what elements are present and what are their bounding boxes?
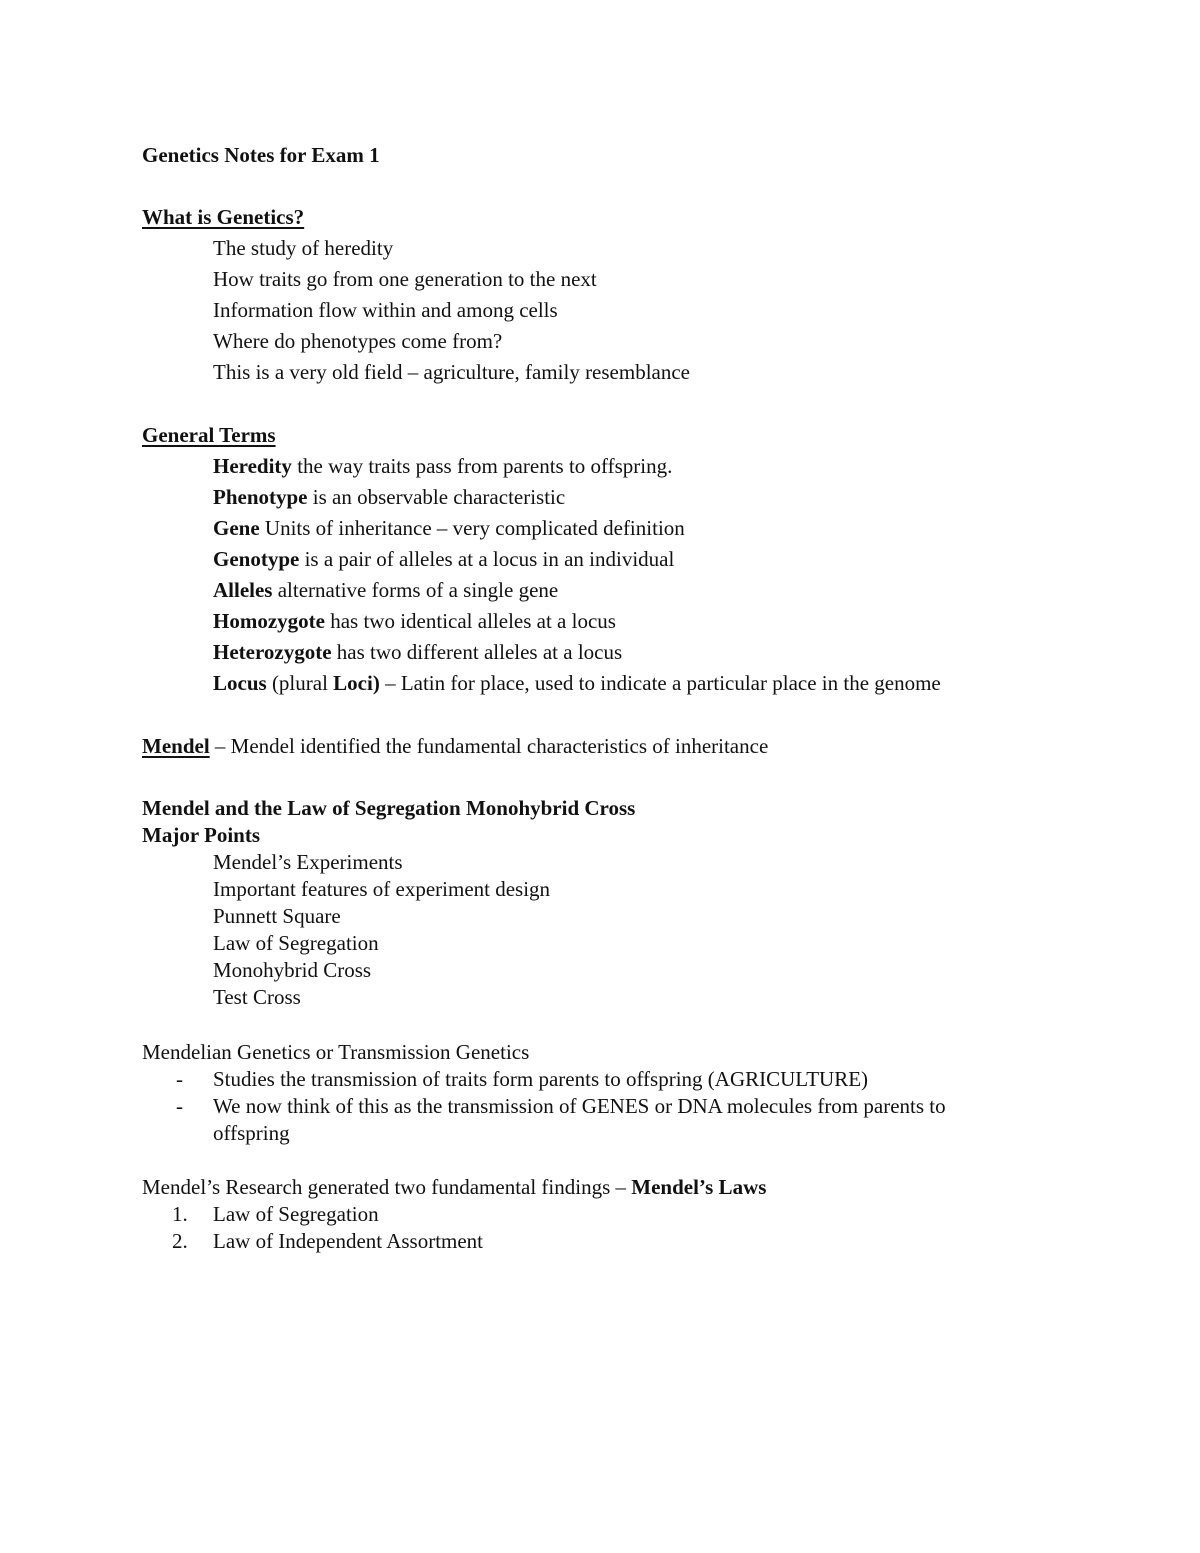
- list-number: 2.: [172, 1229, 188, 1253]
- numbered-item: Law of Independent Assortment: [213, 1229, 484, 1253]
- list-item: Studies the transmission of traits form parents to offspring (AGRICULTURE): [213, 1067, 869, 1091]
- laws-intro: Mendel’s Research generated two fundamental findings –: [142, 1175, 632, 1199]
- term-definition: has two different alleles at a locus: [331, 640, 623, 664]
- numbered-item: Law of Segregation: [213, 1202, 379, 1226]
- term-name: Alleles: [213, 578, 273, 602]
- term-name: Heterozygote: [213, 640, 332, 664]
- list-item: Monohybrid Cross: [213, 958, 372, 982]
- bullet-dash: -: [176, 1094, 183, 1118]
- section-heading-segregation: Mendel and the Law of Segregation Monohybrid Cross: [142, 796, 636, 820]
- list-item: Test Cross: [213, 985, 301, 1009]
- term-name: Genotype: [213, 547, 300, 571]
- list-item: This is a very old field – agriculture, family resemblance: [213, 360, 691, 384]
- term-plural: Loci): [333, 671, 380, 695]
- list-item: Mendel’s Experiments: [213, 850, 403, 874]
- term-name: Heredity: [213, 454, 292, 478]
- term-row: [213, 546, 674, 572]
- list-item: Law of Segregation: [213, 931, 379, 955]
- laws-intro-bold: Mendel’s Laws: [631, 1175, 767, 1199]
- term-name: Phenotype: [213, 485, 308, 509]
- term-row-locus: [213, 670, 941, 696]
- list-item: Important features of experiment design: [213, 877, 551, 901]
- term-row: [213, 639, 622, 665]
- transmission-heading: Mendelian Genetics or Transmission Genetics: [142, 1040, 530, 1064]
- list-item: We now think of this as the transmission of GENES or DNA molecules from parents to: [213, 1094, 946, 1118]
- laws-intro-line: [142, 1174, 766, 1200]
- term-row: [213, 515, 685, 541]
- term-name: Locus: [213, 671, 267, 695]
- term-name: Gene: [213, 516, 260, 540]
- list-item: Information flow within and among cells: [213, 298, 558, 322]
- term-definition: Units of inheritance – very complicated definition: [259, 516, 685, 540]
- section-heading-what-is-genetics: What is Genetics?: [142, 205, 305, 229]
- term-row: [213, 484, 565, 510]
- term-name: Homozygote: [213, 609, 325, 633]
- term-definition: is an observable characteristic: [307, 485, 566, 509]
- term-row: [213, 453, 672, 479]
- section-heading-general-terms: General Terms: [142, 423, 276, 447]
- term-definition: has two identical alleles at a locus: [324, 609, 616, 633]
- mendel-line: [142, 733, 768, 759]
- term-definition: the way traits pass from parents to offspring.: [291, 454, 673, 478]
- term-row: [213, 608, 616, 634]
- bullet-dash: -: [176, 1067, 183, 1091]
- section-heading-mendel: Mendel: [142, 734, 210, 758]
- term-definition: – Latin for place, used to indicate a particular place in the genome: [379, 671, 941, 695]
- mendel-text: – Mendel identified the fundamental characteristics of inheritance: [209, 734, 769, 758]
- list-number: 1.: [172, 1202, 188, 1226]
- document-title: Genetics Notes for Exam 1: [142, 143, 380, 167]
- list-item-continuation: offspring: [213, 1121, 290, 1145]
- term-definition: alternative forms of a single gene: [272, 578, 559, 602]
- term-plural-prefix: (plural: [266, 671, 334, 695]
- term-definition: is a pair of alleles at a locus in an individual: [299, 547, 675, 571]
- list-item: The study of heredity: [213, 236, 394, 260]
- subheading-major-points: Major Points: [142, 823, 261, 847]
- term-row: [213, 577, 558, 603]
- list-item: Where do phenotypes come from?: [213, 329, 503, 353]
- list-item: How traits go from one generation to the next: [213, 267, 597, 291]
- list-item: Punnett Square: [213, 904, 341, 928]
